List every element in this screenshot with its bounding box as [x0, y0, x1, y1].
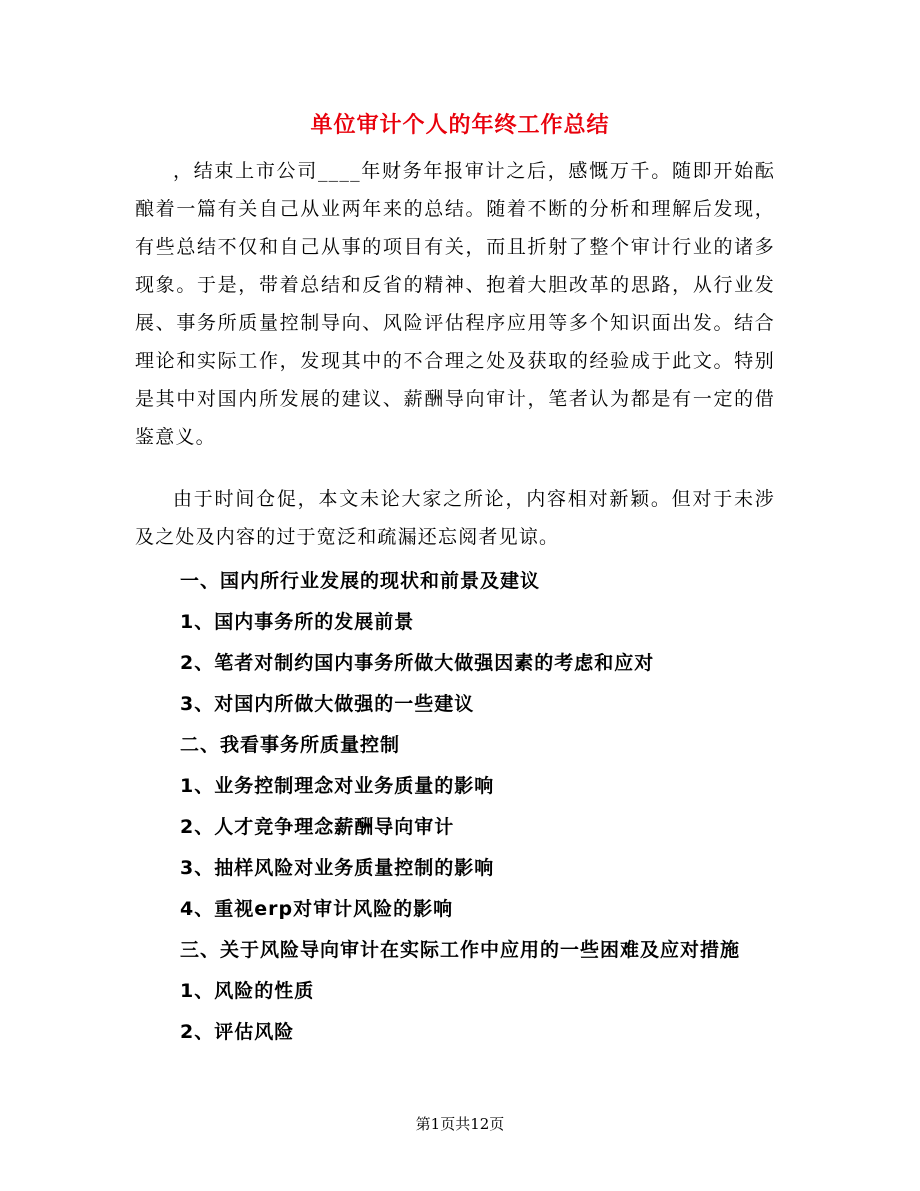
outline-heading-1: 一、国内所行业发展的现状和前景及建议	[180, 570, 541, 592]
outline-item-2-3: 3、抽样风险对业务质量控制的影响	[180, 857, 495, 879]
outline-item-1-3: 3、对国内所做大做强的一些建议	[180, 693, 475, 715]
outline-item-1-1: 1、国内事务所的发展前景	[180, 611, 415, 633]
outline-item-2-4: 4、重视erp对审计风险的影响	[180, 898, 454, 920]
page-number-footer: 第1页共12页	[415, 1115, 505, 1133]
outline-item-2-2: 2、人才竞争理念薪酬导向审计	[180, 816, 455, 838]
document-title: 单位审计个人的年终工作总结	[310, 113, 610, 138]
outline-item-3-2: 2、评估风险	[180, 1021, 295, 1043]
paragraph-1: ，结束上市公司____年财务年报审计之后，感慨万千。随即开始酝酿着一篇有关自己从业两年来的总结。随着不断的分析和理解后发现，有些总结不仅和自己从事的项目有关，而且折射了整个审计行业的诸多现象。于是，带着总结和反省的精神、抱着大胆改革的思路，从行业发展、事务所质量控制导向、风险评估程序应用等多个知识面出发。结合理论和实际工作，发现其中的不合理之处及获取的经验成于此文。特别是其中对国内所发展的建议、薪酬导向审计，笔者认为都是有一定的借鉴意义。	[135, 160, 775, 448]
outline-item-3-1: 1、风险的性质	[180, 980, 315, 1002]
outline-heading-3: 三、关于风险导向审计在实际工作中应用的一些困难及应对措施	[180, 939, 741, 961]
intro-paragraph-block	[135, 152, 775, 456]
outline-item-2-1: 1、业务控制理念对业务质量的影响	[180, 775, 495, 797]
outline-item-1-2: 2、笔者对制约国内事务所做大做强因素的考虑和应对	[180, 652, 655, 674]
paragraph-2: 由于时间仓促，本文未论大家之所论，内容相对新颖。但对于未涉及之处及内容的过于宽泛和疏漏还忘阅者见谅。	[135, 488, 775, 548]
outline-heading-2: 二、我看事务所质量控制	[180, 734, 401, 756]
note-paragraph-block	[135, 480, 775, 556]
